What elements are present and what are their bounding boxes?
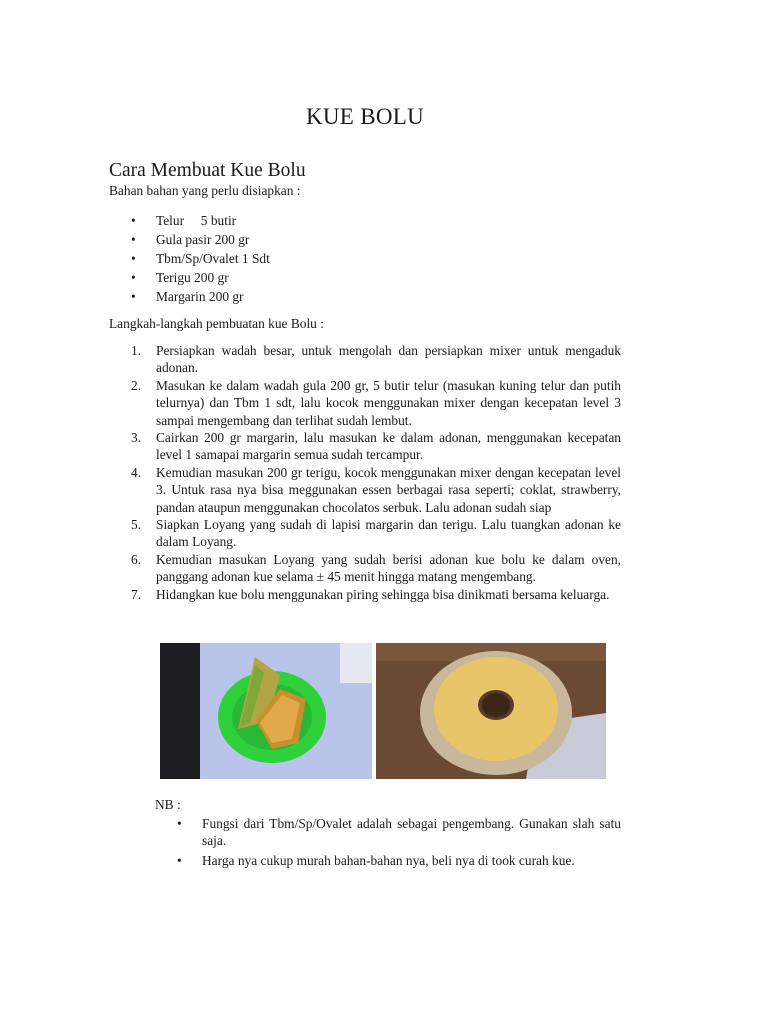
step-text: Persiapkan wadah besar, untuk mengolah dan persiapkan mixer untuk mengaduk adonan.	[156, 343, 621, 376]
note-text: Harga nya cukup murah bahan-bahan nya, beli nya di took curah kue.	[202, 852, 575, 868]
step-number: 1.	[131, 343, 142, 358]
step-number: 5.	[131, 517, 142, 533]
list-item	[155, 815, 621, 850]
step-text: Cairkan 200 gr margarin, lalu masukan ke dalam adonan, menggunakan kecepatan level 1 samapai margarin semua sudah tercampur.	[156, 430, 621, 463]
steps-list	[109, 342, 621, 603]
section-title: Cara Membuat Kue Bolu	[109, 160, 306, 181]
list-item	[109, 230, 629, 249]
bullet-icon: •	[131, 213, 136, 228]
step-number: 7.	[131, 586, 142, 602]
bullet-icon: •	[131, 232, 136, 247]
nb-label: NB :	[155, 797, 181, 812]
bullet-icon: •	[177, 816, 182, 831]
list-item	[109, 211, 629, 230]
list-item	[109, 249, 629, 268]
list-item	[109, 464, 621, 516]
photo-strip	[160, 643, 606, 779]
step-number: 3.	[131, 430, 142, 446]
ingredient-text: Margarin 200 gr	[156, 289, 244, 304]
step-number: 6.	[131, 551, 142, 567]
list-item	[109, 377, 621, 429]
ingredient-text: Tbm/Sp/Ovalet 1 Sdt	[156, 251, 270, 266]
list-item	[109, 551, 621, 586]
bullet-icon: •	[131, 251, 136, 266]
ingredient-text: Gula pasir 200 gr	[156, 232, 250, 247]
photo-cake-slices-on-green-plate	[160, 643, 372, 779]
notes-list	[155, 815, 621, 871]
step-number: 2.	[131, 377, 142, 393]
ingredients-list	[109, 211, 629, 306]
step-text: Kemudian masukan Loyang yang sudah berisi adonan kue bolu ke dalam oven, panggang adonan kue selama ± 45 menit hingga matang mengembang.	[156, 551, 621, 585]
bullet-icon: •	[131, 289, 136, 304]
document-title: KUE BOLU	[305, 104, 425, 129]
bullet-icon: •	[177, 852, 182, 868]
bullet-icon: •	[131, 270, 136, 285]
step-text: Siapkan Loyang yang sudah di lapisi margarin dan terigu. Lalu tuangkan adonan ke dalam Loyang.	[156, 517, 621, 550]
list-item	[109, 268, 629, 287]
step-number: 4.	[131, 464, 142, 480]
ingredient-text: Terigu 200 gr	[156, 270, 229, 285]
step-text: Kemudian masukan 200 gr terigu, kocok menggunakan mixer dengan kecepatan level 3. Untuk rasa nya bisa meggunakan essen berbagai rasa seperti; coklat, strawberry, pandan ataupun menggunakan chocolatos serbuk. Lalu adonan sudah siap	[156, 464, 621, 515]
steps-intro: Langkah-langkah pembuatan kue Bolu :	[109, 316, 324, 331]
ingredients-intro: Bahan bahan yang perlu disiapkan :	[109, 183, 301, 198]
list-item	[109, 586, 621, 603]
note-text: Fungsi dari Tbm/Sp/Ovalet adalah sebagai pengembang. Gunakan slah satu saja.	[202, 816, 621, 849]
list-item	[109, 516, 621, 551]
step-text: Masukan ke dalam wadah gula 200 gr, 5 butir telur (masukan kuning telur dan putih telurnya) dan Tbm 1 sdt, lalu kocok menggunakan mixer dengan kecepatan level 3 sampai mengembang dan terlihat sudah lembut.	[156, 377, 621, 428]
ingredient-text: Telur 5 butir	[156, 213, 237, 228]
photo-ring-cake-in-pan	[376, 643, 606, 779]
list-item	[109, 287, 629, 306]
step-text: Hidangkan kue bolu menggunakan piring sehingga bisa dinikmati bersama keluarga.	[156, 586, 610, 602]
list-item	[109, 342, 621, 377]
list-item	[109, 429, 621, 464]
list-item	[155, 852, 621, 869]
